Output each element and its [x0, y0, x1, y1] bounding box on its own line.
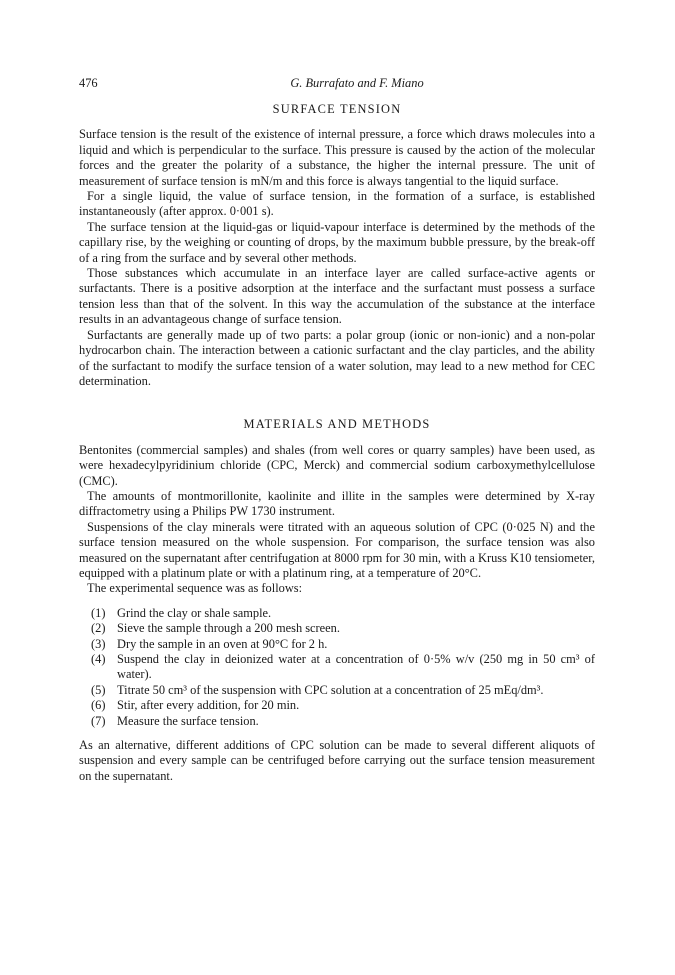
paragraph: The amounts of montmorillonite, kaolinite and illite in the samples were determined by X-ray diffractometry using a Philips PW 1730 instrument.: [79, 488, 595, 519]
list-item: [91, 621, 595, 636]
step-text: Suspend the clay in deionized water at a concentration of 0·5% w/v (250 mg in 50 cm³ of water).: [117, 652, 595, 682]
list-item: [91, 637, 595, 652]
list-item: [91, 652, 595, 683]
document-page: [79, 76, 595, 784]
step-number: (2): [91, 621, 106, 636]
step-number: (5): [91, 682, 106, 697]
paragraph: The surface tension at the liquid-gas or liquid-vapour interface is determined by the methods of the capillary rise, by the weighing or counting of drops, by the maximum bubble pressure, by the break-off of a ring from the surface and by several other methods.: [79, 219, 595, 265]
running-head: [79, 76, 595, 92]
experimental-steps-list: [79, 606, 595, 729]
closing-paragraph: As an alternative, different additions of CPC solution can be made to several different aliquots of suspension and every sample can be centrifuged before carrying out the surface tension measurement on the supernatant.: [79, 738, 595, 783]
step-number: (4): [91, 652, 106, 666]
step-number: (7): [91, 713, 106, 728]
step-text: Measure the surface tension.: [117, 713, 259, 728]
running-head-authors: G. Burrafato and F. Miano: [290, 76, 424, 90]
paragraph: For a single liquid, the value of surface tension, in the formation of a surface, is established instantaneously (after approx. 0·001 s).: [79, 189, 595, 219]
paragraph: The experimental sequence was as follows:: [87, 581, 303, 596]
step-number: (6): [91, 698, 106, 713]
paragraph: Bentonites (commercial samples) and shales (from well cores or quarry samples) have been used, as were hexadecylpyridinium chloride (CPC, Merck) and commercial sodium carboxymethylcellulose (CMC).: [79, 442, 595, 488]
page-number: 476: [79, 76, 98, 90]
section-heading-materials-and-methods: MATERIALS AND METHODS: [243, 417, 431, 432]
step-number: (3): [91, 636, 106, 651]
list-item: [91, 606, 595, 621]
step-text: Sieve the sample through a 200 mesh screen.: [117, 621, 340, 636]
paragraph: Suspensions of the clay minerals were titrated with an aqueous solution of CPC (0·025 N) and the surface tension measured on the whole suspension. For comparison, the surface tension was also measured on the supernatant after centrifugation at 8000 rpm for 30 min, with a Kruss K10 tensiometer, equipped with a platinum plate or with a platinum ring, at a temperature of 20°C.: [79, 519, 595, 580]
list-item: [91, 698, 595, 713]
step-text: Dry the sample in an oven at 90°C for 2 h.: [117, 636, 328, 651]
list-item: [91, 714, 595, 729]
step-number: (1): [91, 605, 106, 620]
step-text: Titrate 50 cm³ of the suspension with CPC solution at a concentration of 25 mEq/dm³.: [117, 682, 544, 697]
step-text: Grind the clay or shale sample.: [117, 605, 272, 620]
paragraph: Surfactants are generally made up of two parts: a polar group (ionic or non-ionic) and a non-polar hydrocarbon chain. The interaction between a cationic surfactant and the clay particles, and the ability of the surfactant to modify the surface tension of a water solution, may lead to a new method for CEC determination.: [79, 327, 595, 388]
step-text: Stir, after every addition, for 20 min.: [117, 698, 300, 713]
section-heading-surface-tension: SURFACE TENSION: [272, 102, 402, 116]
paragraph: Those substances which accumulate in an interface layer are called surface-active agents or surfactants. There is a positive adsorption at the interface and the surfactant must possess a surface tension less than that of the solvent. In this way the accumulation of the substance at the interface results in an advantageous change of surface tension.: [79, 266, 595, 327]
paragraph: Surface tension is the result of the existence of internal pressure, a force which draws molecules into a liquid and which is perpendicular to the surface. This pressure is caused by the action of the molecular forces and the greater the polarity of a substance, the higher the internal pressure. The unit of measurement of surface tension is mN/m and this force is always tangential to the liquid surface.: [79, 127, 595, 188]
list-item: [91, 683, 595, 698]
